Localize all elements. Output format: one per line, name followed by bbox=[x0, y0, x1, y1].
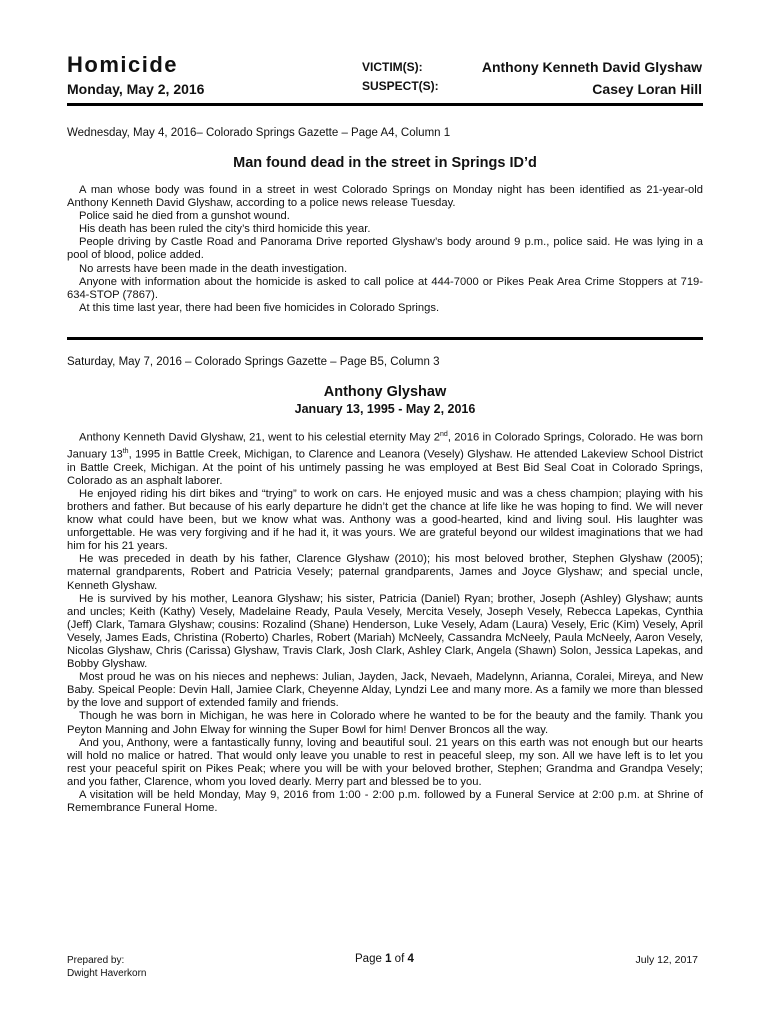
prepared-by bbox=[67, 954, 146, 980]
header-divider bbox=[67, 103, 703, 106]
party-labels bbox=[362, 58, 439, 96]
page-current: 1 bbox=[385, 953, 392, 965]
article1-dateline: Wednesday, May 4, 2016– Colorado Springs Gazette – Page A4, Column 1 bbox=[67, 127, 451, 139]
suspect-label: SUSPECT(S): bbox=[362, 79, 439, 93]
article2-dateline: Saturday, May 7, 2016 – Colorado Springs Gazette – Page B5, Column 3 bbox=[67, 356, 440, 368]
victim-name: Anthony Kenneth David Glyshaw bbox=[481, 59, 702, 75]
page-total: 4 bbox=[407, 953, 414, 965]
page-number bbox=[355, 953, 414, 965]
article1-paragraph: People driving by Castle Road and Panorama Drive reported Glyshaw’s body around 9 p.m., police said. He was lying in a pool of blood, police added. bbox=[67, 236, 703, 262]
prepared-by-label: Prepared by: bbox=[67, 955, 125, 966]
party-values bbox=[482, 56, 702, 100]
case-type-title: Homicide bbox=[67, 52, 179, 77]
incident-date: Monday, May 2, 2016 bbox=[67, 81, 205, 97]
obituary-paragraph: He was preceded in death by his father, Clarence Glyshaw (2010); his most beloved brother, Stephen Glyshaw (2005); maternal grandparents, Robert and Patricia Vesely; paternal grandparents, James and Joyce Glyshaw; and special uncle, Kenneth Glyshaw. bbox=[67, 553, 703, 592]
victim-label: VICTIM(S): bbox=[362, 60, 423, 74]
obituary-paragraph: He is survived by his mother, Leanora Glyshaw; his sister, Patricia (Daniel) Ryan; brother, Joseph (Ashley) Glyshaw; aunts and uncles; Keith (Kathy) Vesely, Madelaine Ready, Paula Vesely, Mercita Vesely, Joseph Vesely, Rebecca Lapekas, Cynthia (Jeff) Clark, Tamara Glyshaw; cousins: Rozalind (Shane) Henderson, Luke Vesely, Adam (Laura) Vesely, Eric (Kim) Vesely, April Vesely, James Eads, Christina (Roberto) Charles, Robert (Mariah) McNeely, Cassandra McNeely, Paula McNeely, Aaron Vesely, Nicolas Glyshaw, Chris (Carissa) Glyshaw, Travis Clark, Josh Clark, Ashley Clark, Angela (Shawn) Solon, Jessica Lapekas, and Bobby Glyshaw. bbox=[67, 592, 703, 671]
obituary-paragraph: Most proud he was on his nieces and nephews: Julian, Jayden, Jack, Nevaeh, Madelynn, Arianna, Coralei, Mireya, and New Baby. Speical People: Devin Hall, Jamiee Clark, Cheyenne Alday, Lyndzi Lee and many more. As a family we more than blessed by the love and support of extended family and friends. bbox=[67, 671, 703, 710]
obituary-paragraph: And you, Anthony, were a fantastically funny, loving and beautiful soul. 21 years on this earth was not enough but our hearts will hold no malice or hatred. That would only leave you unable to rest in peaceful sleep, my son. All we have left is to let you rest your peaceful spirit on Pikes Peak; where you will be with your beloved brother, Stephen; Grandma and Grandpa Vesely; and you father, Clarence, whom you loved dearly. Merry part and blessed be to you. bbox=[67, 736, 703, 788]
obituary-paragraph: He enjoyed riding his dirt bikes and “trying” to work on cars. He enjoyed music and was a chess champion; playing with his brothers and father. But because of his early departure he didn’t get the chance at life like he was hoping to find. We will never know what could have been, but we know what was. Anthony was a good-hearted, kind and living soul. His laughter was unforgettable. He was very forgiving and if he had it, it was yours. We are grateful beyond our wildest imaginations that we had him for his 21 years. bbox=[67, 487, 703, 553]
article1-paragraph: A man whose body was found in a street in west Colorado Springs on Monday night has been identified as 21-year-old Anthony Kenneth David Glyshaw, according to a police news release Tuesday. bbox=[67, 184, 703, 210]
obituary-headline: Anthony Glyshaw bbox=[323, 384, 447, 400]
article1-paragraph: Police said he died from a gunshot wound. bbox=[79, 210, 290, 223]
obituary-paragraph: A visitation will be held Monday, May 9, 2016 from 1:00 - 2:00 p.m. followed by a Funeral Service at 2:00 p.m. at Shrine of Remembrance Funeral Home. bbox=[67, 789, 703, 815]
obituary-paragraph: Though he was born in Michigan, he was here in Colorado where he wanted to be for the beauty and the family. Thank you Peyton Manning and John Elway for winning the Super Bowl for him! Denver Broncos all the way. bbox=[67, 710, 703, 736]
article1-headline: Man found dead in the street in Springs ID’d bbox=[233, 155, 537, 171]
article1-paragraph: At this time last year, there had been five homicides in Colorado Springs. bbox=[79, 301, 440, 314]
obituary-body bbox=[67, 428, 703, 815]
preparer-name: Dwight Haverkorn bbox=[67, 968, 147, 979]
article1-paragraph: Anyone with information about the homicide is asked to call police at 444-7000 or Pikes Peak Area Crime Stoppers at 719-634-STOP (7867). bbox=[67, 275, 703, 301]
article1-paragraph: His death has been ruled the city’s third homicide this year. bbox=[79, 223, 371, 236]
article-divider bbox=[67, 337, 703, 340]
print-date: July 12, 2017 bbox=[635, 954, 698, 966]
page-word: Page bbox=[355, 953, 382, 965]
suspect-name: Casey Loran Hill bbox=[592, 81, 702, 97]
case-header bbox=[67, 52, 204, 97]
article1-paragraph: No arrests have been made in the death investigation. bbox=[79, 262, 348, 275]
page-of: of bbox=[394, 953, 405, 965]
article1-body bbox=[67, 184, 703, 315]
obituary-paragraph: Anthony Kenneth David Glyshaw, 21, went to his celestial eternity May 2nd, 2016 in Colorado Springs, Colorado. He was born January 13th, 1995 in Battle Creek, Michigan, to Clarence and Leanora (Vesely) Glyshaw. He attended Lakeview School District in Battle Creek, Michigan. At the point of his untimely passing he was employed at Best Bid Seal Coat in Colorado Springs, Colorado as an asphalt laborer. bbox=[67, 431, 703, 487]
obituary-lifespan: January 13, 1995 - May 2, 2016 bbox=[294, 402, 476, 416]
